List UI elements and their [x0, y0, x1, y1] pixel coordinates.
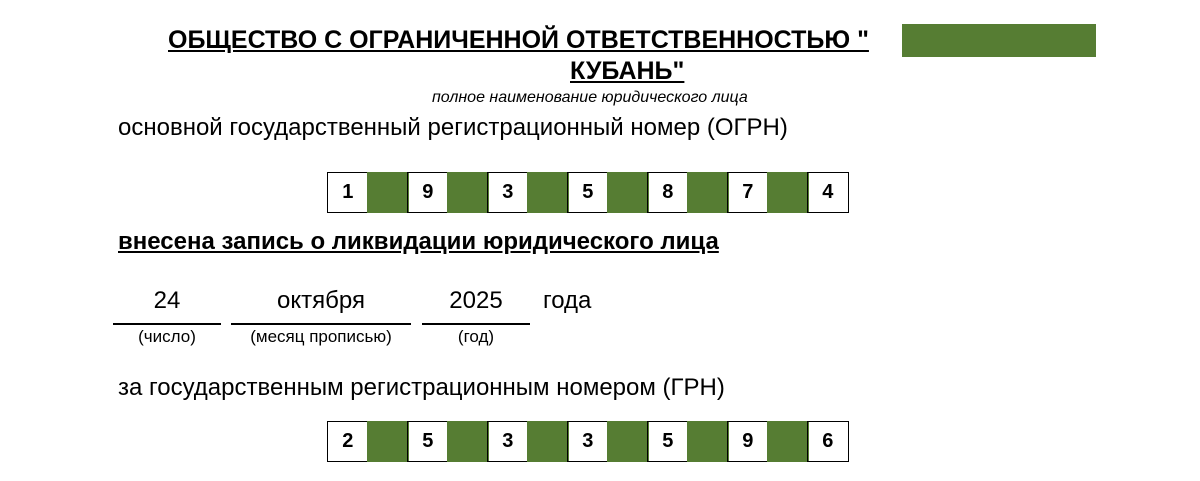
date-year-value: 2025	[449, 287, 503, 314]
grn-digit-cell: 3	[567, 421, 609, 462]
ogrn-redacted-cell	[687, 172, 729, 213]
date-year-underline	[422, 323, 530, 325]
grn-digit-row	[327, 421, 849, 462]
ogrn-digit-cell: 8	[647, 172, 689, 213]
ogrn-digit-cell: 1	[327, 172, 369, 213]
ogrn-redacted-cell	[607, 172, 649, 213]
date-day-caption: (число)	[138, 327, 196, 346]
date-year-caption: (год)	[457, 327, 495, 346]
ogrn-redacted-cell	[447, 172, 489, 213]
grn-redacted-cell	[367, 421, 409, 462]
organization-name-caption: полное наименование юридического лица	[432, 89, 748, 106]
grn-redacted-cell	[687, 421, 729, 462]
grn-digit-cell: 2	[327, 421, 369, 462]
date-day-underline	[113, 323, 221, 325]
ogrn-redacted-cell	[767, 172, 809, 213]
grn-digit-cell: 3	[487, 421, 529, 462]
organization-name-line2: КУБАНЬ"	[570, 57, 685, 85]
ogrn-digit-cell: 7	[727, 172, 769, 213]
date-month-value: октября	[277, 287, 365, 314]
date-month-caption: (месяц прописью)	[250, 327, 392, 346]
grn-digit-cell: 5	[407, 421, 449, 462]
ogrn-digit-cell: 3	[487, 172, 529, 213]
grn-digit-cell: 5	[647, 421, 689, 462]
ogrn-redacted-cell	[367, 172, 409, 213]
ogrn-digit-cell: 4	[807, 172, 849, 213]
liquidation-heading: внесена запись о ликвидации юридического лица	[118, 228, 719, 255]
ogrn-redacted-cell	[527, 172, 569, 213]
grn-redacted-cell	[767, 421, 809, 462]
grn-redacted-cell	[447, 421, 489, 462]
grn-label: за государственным регистрационным номером (ГРН)	[118, 374, 725, 401]
grn-digit-cell: 9	[727, 421, 769, 462]
ogrn-digit-row	[327, 172, 849, 213]
date-year-word: года	[543, 287, 592, 314]
ogrn-digit-cell: 9	[407, 172, 449, 213]
organization-name-line1: ОБЩЕСТВО С ОГРАНИЧЕННОЙ ОТВЕТСТВЕННОСТЬЮ "	[168, 26, 869, 54]
grn-redacted-cell	[607, 421, 649, 462]
redaction-block	[902, 24, 1096, 57]
grn-digit-cell: 6	[807, 421, 849, 462]
date-day-value: 24	[153, 287, 181, 314]
date-month-underline	[231, 323, 411, 325]
ogrn-label: основной государственный регистрационный номер (ОГРН)	[118, 114, 788, 141]
grn-redacted-cell	[527, 421, 569, 462]
ogrn-digit-cell: 5	[567, 172, 609, 213]
